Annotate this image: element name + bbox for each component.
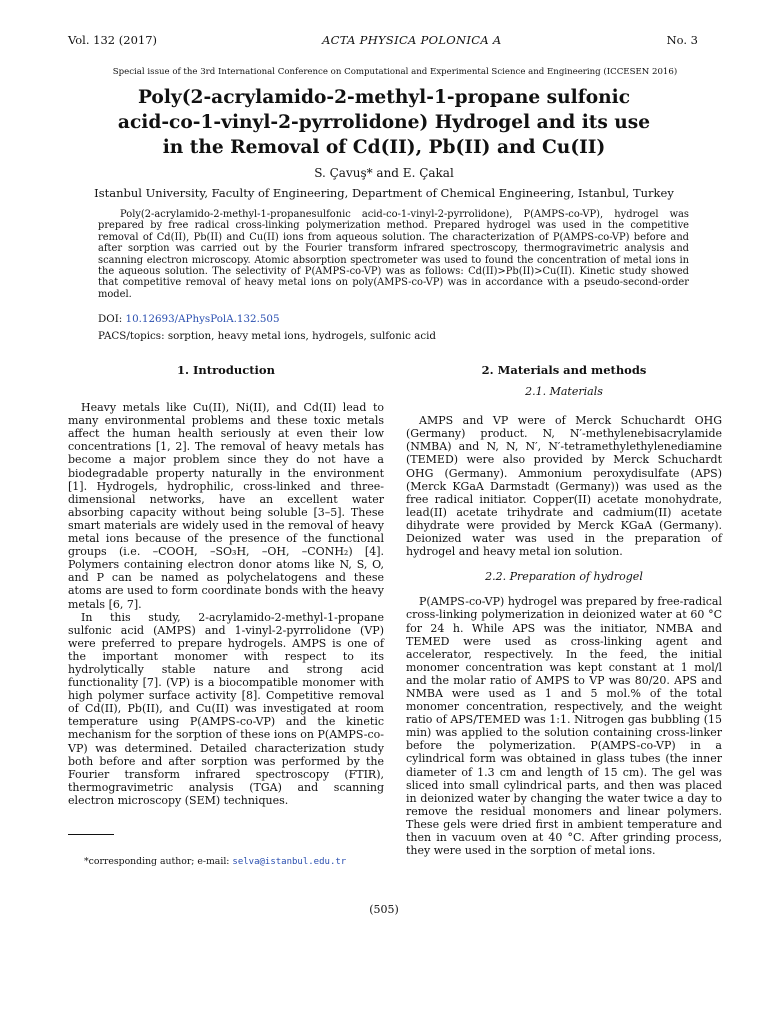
right-column <box>406 364 722 857</box>
author-list: S. Çavuş* and E. Çakal <box>314 166 454 180</box>
title-line: in the Removal of Cd(II), Pb(II) and Cu(II) <box>162 137 606 158</box>
paragraph: Heavy metals like Cu(II), Ni(II), and Cd(II) lead to many environmental problems and these toxic metals affect the human health seriously at even their low concentrations [1, 2]. The removal of heavy metals has become a major problem since they do not have a biodegradable property naturally in the environment [1]. Hydrogels, hydrophilic, cross-linked and three-dimensional networks, have an excellent water absorbing capacity without being soluble [3–5]. These smart materials are widely used in the removal of heavy metal ions because of the presence of the functional groups (i.e. –COOH, –SO₃H, –OH, –CONH₂) [4]. Polymers containing electron donor atoms like N, S, O, and P can be named as polychelatogens and these atoms are used to form coordinate bonds with the heavy metals [6, 7]. <box>68 401 384 611</box>
running-head <box>68 33 698 49</box>
volume-year: Vol. 132 (2017) <box>68 33 158 47</box>
email-link[interactable]: selva@istanbul.edu.tr <box>232 857 347 867</box>
title-line: Poly(2-acrylamido-2-methyl-1-propane sulfonic <box>137 87 631 108</box>
footnote-text: *corresponding author; e-mail: <box>84 856 230 867</box>
paper-title <box>80 85 688 160</box>
pacs-topics: PACS/topics: sorption, heavy metal ions, hydrogels, sulfonic acid <box>98 330 437 342</box>
affiliation: Istanbul University, Faculty of Engineering, Department of Chemical Engineering, Istanbul, Turkey <box>94 186 674 200</box>
page-number: (505) <box>369 903 399 916</box>
section-heading-methods: 2. Materials and methods <box>481 363 647 377</box>
paragraph: P(AMPS-co-VP) hydrogel was prepared by free-radical cross-linking polymerization in deionized water at 60 °C for 24 h. While APS was the initiator, NMBA and TEMED were used as cross-linking agent and accelerator, respectively. In the feed, the initial monomer concentration was kept constant at 1 mol/l and the molar ratio of AMPS to VP was 80/20. APS and NMBA were used as 1 and 5 mol.% of the total monomer concentration, respectively, and the weight ratio of APS/TEMED was 1:1. Nitrogen gas bubbling (15 min) was applied to the solution containing cross-linker before the polymerization. P(AMPS-co-VP) in a cylindrical form was obtained in glass tubes (the inner diameter of 1.3 cm and length of 15 cm). The gel was sliced into small cylindrical parts, and then was placed in deionized water by changing the water twice a day to remove the residual monomers and linear polymers. These gels were dried first in ambient temperature and then in vacuum oven at 40 °C. After grinding process, they were used in the sorption of metal ions. <box>406 595 722 858</box>
section-heading-introduction: 1. Introduction <box>177 363 275 377</box>
abstract: Poly(2-acrylamido-2-methyl-1-propanesulfonic acid-co-1-vinyl-2-pyrrolidone), P(AMPS-co-VP), hydrogel was prepared by free radical cross-linking polymerization method. Prepared hydrogel was used in the competitive removal of Cd(II), Pb(II) and Cu(II) ions from aqueous solution. The characterization of P(AMPS-co-VP) before and after sorption was carried out by the Fourier transform infrared spectroscopy, thermogravimetric analysis and scanning electron microscopy. Atomic absorption spectrometer was used to found the concentration of metal ions in the aqueous solution. The selectivity of P(AMPS-co-VP) was as follows: Cd(II)>Pb(II)>Cu(II). Kinetic study showed that competitive removal of heavy metal ions on poly(AMPS-co-VP) was in accordance with a pseudo-second-order model. <box>98 209 689 300</box>
title-line: acid-co-1-vinyl-2-pyrrolidone) Hydrogel and its use <box>117 112 651 133</box>
doi-line <box>98 313 280 325</box>
left-column <box>68 364 384 807</box>
paragraph: AMPS and VP were of Merck Schuchardt OHG (Germany) product. N, N′-methylenebisacrylamide (NMBA) and N, N, N′, N′-tetramethylethylenediamine (TEMED) were also provided by Merck Schuchardt OHG (Germany). Ammonium peroxydisulfate (APS) (Merck KGaA Darmstadt (Germany)) was used as the free radical initiator. Copper(II) acetate monohydrate, lead(II) acetate trihydrate and cadmium(II) acetate dihydrate were provided by Merck KGaA (Germany). Deionized water was used in the preparation of hydrogel and heavy metal ion solution. <box>406 414 722 559</box>
journal-name: ACTA PHYSICA POLONICA A <box>322 33 502 47</box>
issue-number: No. 3 <box>666 33 698 47</box>
special-issue-note: Special issue of the 3rd International Conference on Computational and Experimental Science and Engineering (ICCESEN 2016) <box>112 67 678 77</box>
subsection-heading-preparation: 2.2. Preparation of hydrogel <box>485 570 643 584</box>
footnote-rule <box>68 834 114 835</box>
footnote <box>84 856 346 867</box>
paragraph: In this study, 2-acrylamido-2-methyl-1-propane sulfonic acid (AMPS) and 1-vinyl-2-pyrrolidone (VP) were preferred to prepare hydrogels. AMPS is one of the important monomer with respect to its hydrolytically stable nature and strong acid functionality [7]. (VP) is a biocompatible monomer with high polymer surface activity [8]. Competitive removal of Cd(II), Pb(II), and Cu(II) was investigated at room temperature using P(AMPS-co-VP) and the kinetic mechanism for the sorption of these ions on P(AMPS-co-VP) was determined. Detailed characterization study both before and after sorption was performed by the Fourier transform infrared spectroscopy (FTIR), thermogravimetric analysis (TGA) and scanning electron microscopy (SEM) techniques. <box>68 610 384 807</box>
subsection-heading-materials: 2.1. Materials <box>525 385 603 399</box>
doi-link[interactable]: 10.12693/APhysPolA.132.505 <box>125 313 280 325</box>
doi-label: DOI: <box>98 313 123 325</box>
